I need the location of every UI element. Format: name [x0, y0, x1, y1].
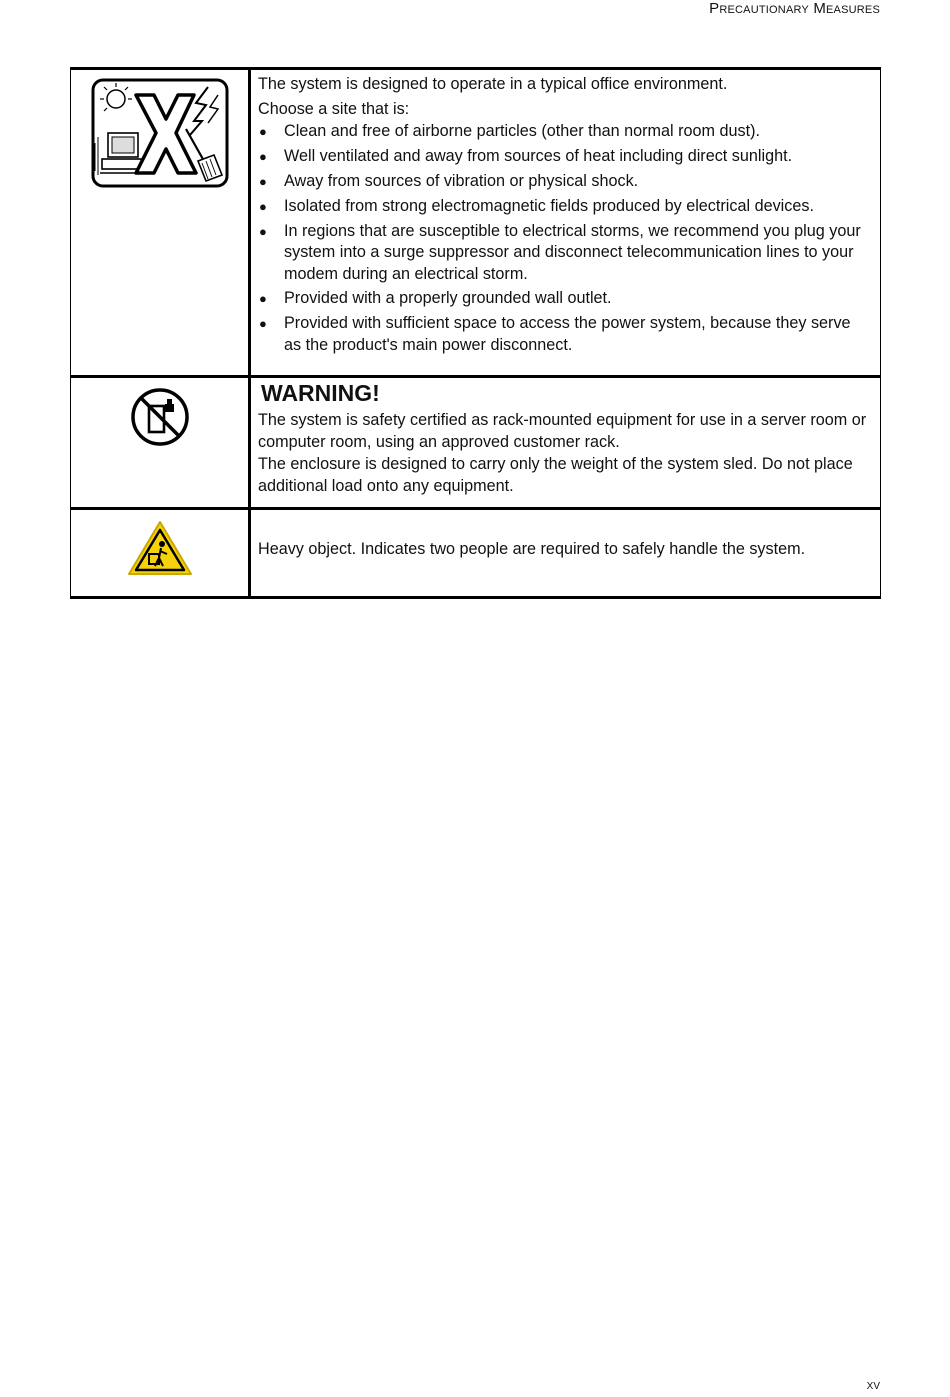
warning-title: WARNING! [261, 380, 380, 406]
rack-warning-row [71, 377, 881, 509]
bullet-icon: ● [259, 173, 267, 189]
site-selection-icon [90, 70, 230, 194]
site-intro: The system is designed to operate in a typical office environment. [258, 75, 728, 93]
list-item: ● Away from sources of vibration or physical shock. [258, 171, 872, 193]
site-requirements-list [258, 121, 872, 356]
running-header: Precautionary Measures [709, 0, 880, 17]
rack-icon-cell [71, 377, 250, 509]
rack-warning-paragraph: The system is safety certified as rack-mounted equipment for use in a server room or computer room, using an approved customer rack. [258, 411, 867, 451]
bullet-icon: ● [259, 124, 267, 139]
no-load-on-rack-icon [129, 378, 191, 453]
heavy-icon-cell [71, 509, 250, 598]
page-number: xv [866, 1376, 880, 1392]
site-text-cell [250, 69, 881, 377]
safety-table [70, 67, 881, 599]
bullet-icon: ● [259, 148, 267, 164]
list-item: ● Well ventilated and away from sources of heat including direct sunlight. [258, 146, 872, 168]
heavy-object-icon [125, 510, 195, 585]
list-item: ● Clean and free of airborne particles (other than normal room dust). [258, 121, 872, 143]
rack-warning-text-cell [250, 377, 881, 509]
bullet-icon: ● [259, 198, 267, 214]
bullet-icon: ● [259, 223, 267, 239]
heavy-object-row [71, 509, 881, 598]
site-choose-label: Choose a site that is: [258, 100, 410, 118]
heavy-object-text: Heavy object. Indicates two people are required to safely handle the system. [258, 540, 806, 558]
list-item: ● Provided with sufficient space to access the power system, because they serve as the product's main power disconnect. [259, 314, 851, 354]
site-selection-row [71, 69, 881, 377]
list-item: ● Provided with a properly grounded wall outlet. [258, 288, 872, 310]
bullet-icon: ● [259, 291, 267, 307]
bullet-icon: ● [259, 316, 267, 332]
list-item: ● Isolated from strong electromagnetic fields produced by electrical devices. [258, 196, 872, 218]
list-item: ● In regions that are susceptible to electrical storms, we recommend you plug your system into a surge suppressor and disconnect telecommunication lines to your modem during an electrical storm. [259, 221, 861, 283]
site-icon-cell [71, 69, 250, 377]
rack-warning-paragraph: The enclosure is designed to carry only the weight of the system sled. Do not place additional load onto any equipment. [258, 455, 853, 495]
heavy-text-cell [250, 509, 881, 598]
